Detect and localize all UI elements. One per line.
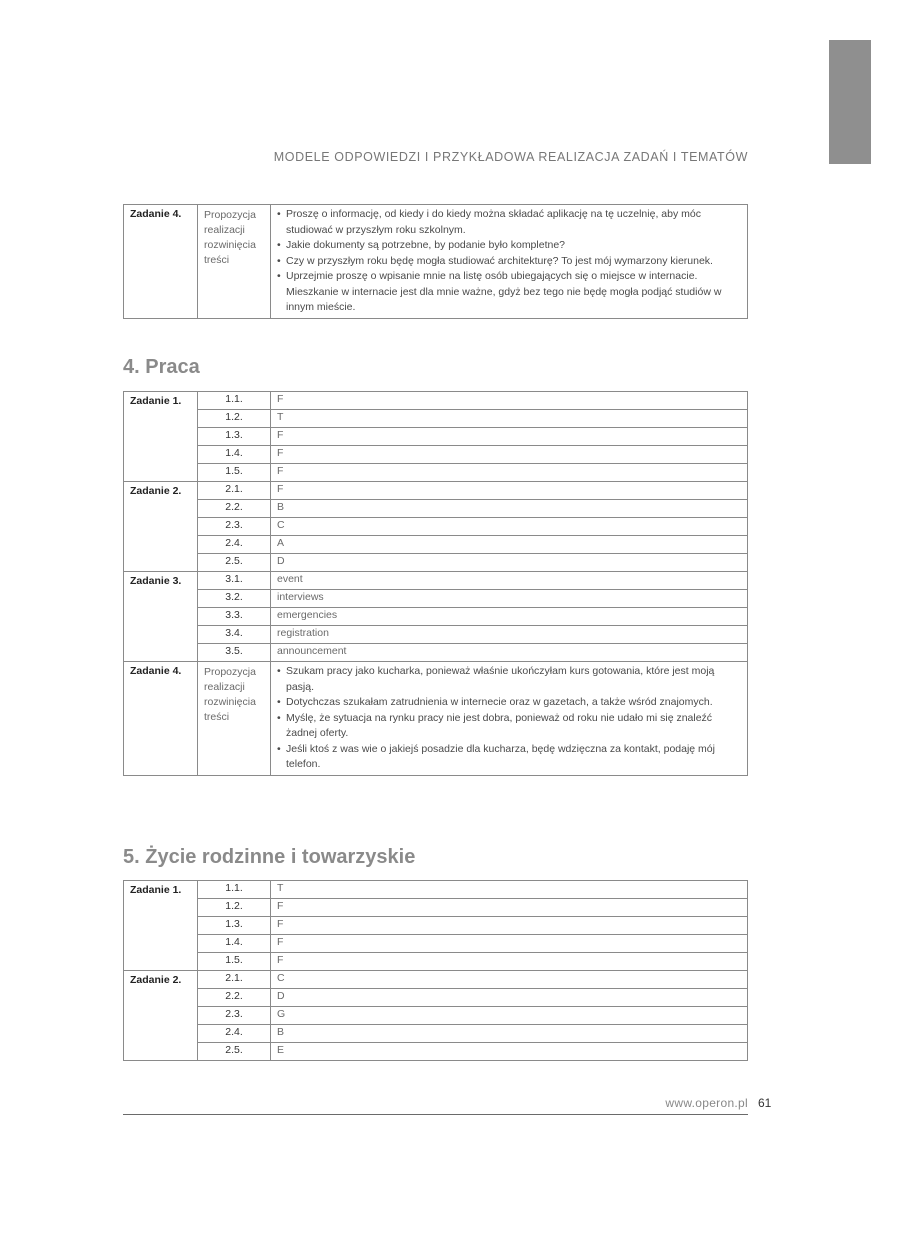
list-item: • Dotychczas szukałam zatrudnienia w internecie oraz w gazetach, a także wśród znajomych. (277, 695, 741, 711)
list-item: • Jakie dokumenty są potrzebne, by podanie było kompletne? (277, 238, 741, 254)
table-row: Zadanie 1. 1.1. T (124, 881, 748, 899)
running-head: MODELE ODPOWIEDZI I PRZYKŁADOWA REALIZACJA ZADAŃ I TEMATÓW (273, 150, 748, 164)
table-row: 2.2. D (124, 989, 748, 1007)
task-label: Zadanie 4. (124, 205, 198, 319)
table-row: Zadanie 2. 2.1. F (124, 482, 748, 500)
task-label: Zadanie 2. (124, 971, 198, 1061)
proposal-label: Propozycja realizacji rozwinięcia treści (198, 662, 271, 776)
list-item: • Proszę o informację, od kiedy i do kiedy można składać aplikację na tę uczelnię, aby móc studiować w przyszłym roku szkolnym. (277, 207, 741, 238)
table-row (124, 205, 748, 319)
task-label: Zadanie 4. (124, 662, 198, 776)
table-row: 1.4. F (124, 935, 748, 953)
table-row: 2.5. D (124, 554, 748, 572)
section5-answer-table (123, 880, 748, 1061)
table-row: 3.4. registration (124, 626, 748, 644)
table-row: 3.3. emergencies (124, 608, 748, 626)
table-row: 1.3. F (124, 917, 748, 935)
footer-divider (123, 1114, 748, 1115)
list-item: • Jeśli ktoś z was wie o jakiejś posadzie dla kucharza, będę wdzięczna za kontakt, podaję mój telefon. (277, 742, 741, 773)
table-row: 1.5. F (124, 953, 748, 971)
task-label: Zadanie 1. (124, 881, 198, 971)
table-row: 2.5. E (124, 1043, 748, 1061)
table-row: 1.2. T (124, 410, 748, 428)
list-item: • Szukam pracy jako kucharka, ponieważ właśnie ukończyłam kurs gotowania, które jest moją pasją. (277, 664, 741, 695)
table-row: 1.3. F (124, 428, 748, 446)
task-label: Zadanie 3. (124, 572, 198, 662)
table-row: 2.2. B (124, 500, 748, 518)
task-label: Zadanie 2. (124, 482, 198, 572)
table-row: 2.4. B (124, 1025, 748, 1043)
proposal-label: Propozycja realizacji rozwinięcia treści (198, 205, 271, 319)
list-item: • Myślę, że sytuacja na rynku pracy nie jest dobra, ponieważ od roku nie udało mi się znaleźć żadnej oferty. (277, 711, 741, 742)
table-row: Zadanie 1. 1.1. F (124, 392, 748, 410)
table-row: 3.5. announcement (124, 644, 748, 662)
chapter-tab-marker (829, 40, 871, 164)
table-row: 2.3. C (124, 518, 748, 536)
top-answer-table (123, 204, 748, 319)
table-row: 2.3. G (124, 1007, 748, 1025)
table-row: 1.4. F (124, 446, 748, 464)
task-label: Zadanie 1. (124, 392, 198, 482)
table-row: Zadanie 3. 3.1. event (124, 572, 748, 590)
table-row: 2.4. A (124, 536, 748, 554)
section4-answer-table (123, 391, 748, 776)
proposal-bullets (271, 205, 748, 319)
table-row: 1.2. F (124, 899, 748, 917)
section-title-zycie-rodzinne: 5. Życie rodzinne i towarzyskie (123, 846, 416, 868)
proposal-bullets (271, 662, 748, 776)
table-row: 3.2. interviews (124, 590, 748, 608)
list-item: • Uprzejmie proszę o wpisanie mnie na listę osób ubiegających się o miejsce w internacie. Mieszkanie w internacie jest dla mnie ważne, gdyż bez tego nie będę mogła podjąć studiów w innym mieście. (277, 269, 741, 316)
table-row (124, 662, 748, 776)
table-row: 1.5. F (124, 464, 748, 482)
list-item: • Czy w przyszłym roku będę mogła studiować architekturę? To jest mój wymarzony kierunek. (277, 254, 741, 270)
table-row: Zadanie 2. 2.1. C (124, 971, 748, 989)
footer-url: www.operon.pl (665, 1096, 748, 1110)
section-title-praca: 4. Praca (123, 356, 200, 378)
page-number: 61 (758, 1096, 772, 1110)
